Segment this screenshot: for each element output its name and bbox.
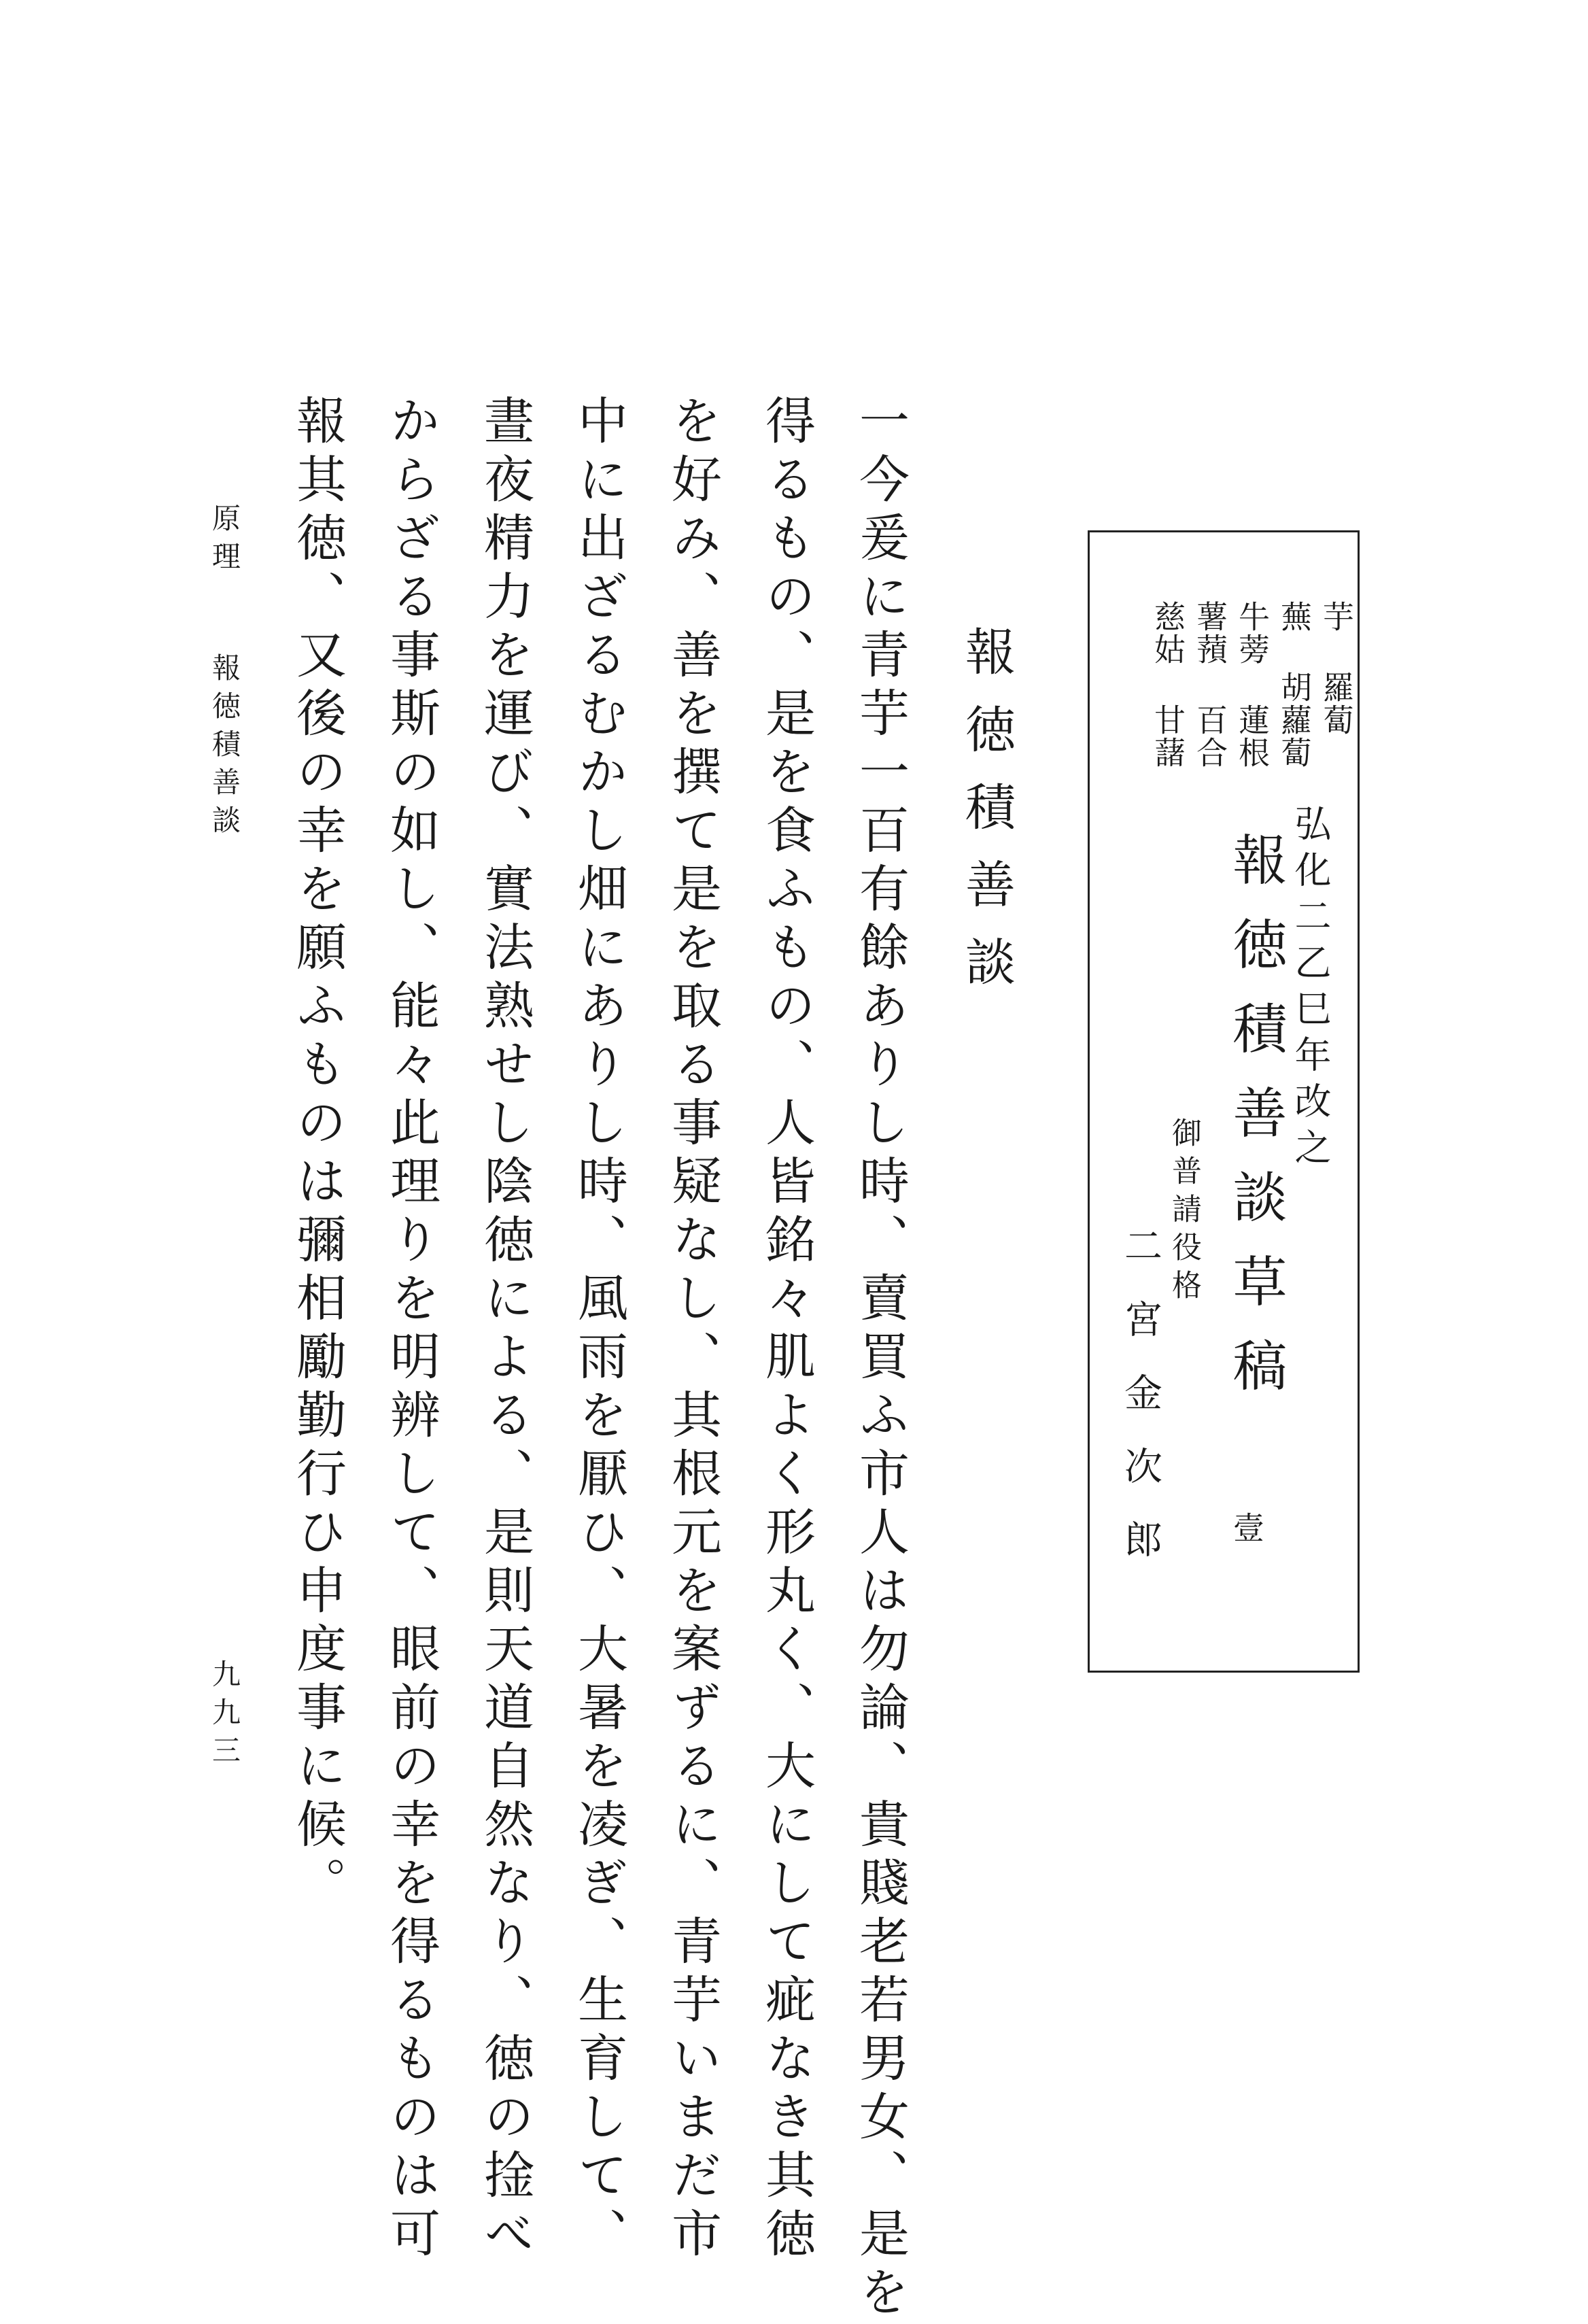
volume-mark: 壹 xyxy=(1228,1511,1265,1543)
revision-date: 弘化二乙巳年改之 xyxy=(1289,804,1332,1174)
body-text-line: を好み、善を撰て是を取る事疑なし、其根元を案ずるに、青芋いまだ市 xyxy=(663,394,722,2266)
body-text-line: 晝夜精力を運び、實法熟せし陰徳による、是則天道自然なり、徳の捦べ xyxy=(476,394,534,2266)
vegetable-list-item: 慈姑 甘藷 xyxy=(1150,600,1186,769)
vegetable-list-item: 蕪 胡蘿蔔 xyxy=(1276,600,1313,769)
body-text-line: からざる事斯の如し、能々此理りを明辨して、眼前の幸を得るものは可 xyxy=(382,394,441,2266)
body-text-line: 中に出ざるむかし畑にありし時、風雨を厭ひ、大暑を凌ぎ、生育して、 xyxy=(570,394,628,2266)
vegetable-list-item: 薯蕷 百合 xyxy=(1192,600,1228,769)
body-text-line: 得るもの、是を食ふもの、人皆銘々肌よく形丸く、大にして疵なき其徳 xyxy=(757,394,816,2266)
author-name: 二宮金次郎 xyxy=(1118,1226,1162,1593)
vegetable-list-item: 芋 羅蔔 xyxy=(1318,600,1355,736)
running-head-book: 報徳積善談 xyxy=(208,653,241,843)
author-office: 御普請役格 xyxy=(1167,1117,1201,1308)
page-number: 九九三 xyxy=(208,1659,241,1773)
section-heading: 報徳積善談 xyxy=(957,626,1016,1013)
title-box xyxy=(1088,530,1360,1673)
document-title: 報徳積善談草稿 xyxy=(1224,832,1287,1422)
body-text-line: 報其徳、又後の幸を願ふものは彌相勵勤行ひ申度事に候。 xyxy=(288,394,347,1915)
vegetable-list-item: 牛蒡 蓮根 xyxy=(1234,600,1271,769)
body-text-line: 一今爰に青芋一百有餘ありし時、賣買ふ市人は勿論、貴賤老若男女、是を xyxy=(851,394,910,2324)
running-head-section: 原理 xyxy=(208,503,241,579)
